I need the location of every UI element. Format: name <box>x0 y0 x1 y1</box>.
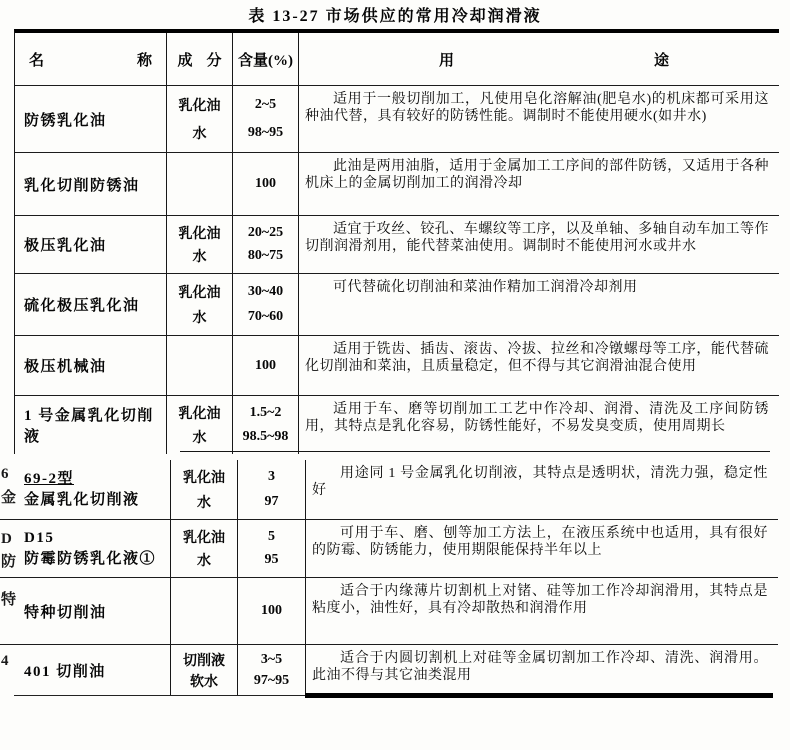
content-line: 97 <box>264 493 279 509</box>
table-row <box>0 578 778 645</box>
row-name: 乳化切削防锈油 <box>24 177 140 194</box>
row-composition <box>170 645 237 696</box>
content-line: 30~40 <box>247 283 284 299</box>
content-line: 3~5 <box>260 652 283 668</box>
content-line: 3 <box>268 469 275 485</box>
row-name: 401 切削油 <box>24 664 106 680</box>
composition-line: 水 <box>197 495 211 511</box>
page-title: 表 13-27 市场供应的常用冷却润滑液 <box>248 8 542 25</box>
composition-line: 乳化油 <box>183 530 225 546</box>
table-row <box>15 86 779 153</box>
name-line: 69-2型 <box>24 471 74 487</box>
usage-text: 适宜于攻丝、铰孔、车螺纹等工序，以及单轴、多轴自动车加工等作切削润滑剂用，能代替菜油使用。调制时不能使用河水或井水 <box>305 222 769 254</box>
composition-line: 切削液 <box>183 654 225 670</box>
row-composition <box>166 274 232 335</box>
table-row <box>15 274 779 336</box>
header-name-left: 名 <box>29 52 45 69</box>
table-row <box>15 336 779 396</box>
content-line: 98~95 <box>247 125 284 140</box>
header-usage <box>298 33 779 85</box>
content-line: 80~75 <box>247 248 284 264</box>
content-line: 100 <box>255 176 276 191</box>
content-line: 70~60 <box>247 309 284 325</box>
composition-line: 乳化油 <box>183 471 225 487</box>
composition-line: 乳化油 <box>178 99 221 114</box>
row-usage <box>298 86 779 152</box>
row-name: 极压乳化油 <box>24 238 107 254</box>
row-usage <box>305 460 778 519</box>
composition-line: 水 <box>192 311 207 327</box>
row-composition <box>166 153 232 215</box>
row-composition <box>166 336 232 395</box>
scan-artifact: 特 <box>1 592 17 608</box>
content-line: 100 <box>255 357 276 373</box>
row-usage <box>298 153 779 215</box>
name-line: 金属乳化切削液 <box>24 492 140 508</box>
table-row <box>0 645 778 696</box>
row-name: 1 号金属乳化切削液 <box>24 408 154 445</box>
usage-text: 可代替硫化切削油和菜油作精加工润滑冷却剂用 <box>333 280 638 295</box>
header-usage-left: 用 <box>439 52 455 69</box>
usage-text: 适用于车、磨等切削加工工艺中作冷却、润滑、清洗及工序间防锈用，其特点是乳化容易，防锈性能好，不易发臭变质，使用周期长 <box>305 402 769 434</box>
row-name: 防锈乳化油 <box>24 112 107 129</box>
usage-text: 适合于内圆切割机上对硅等金属切割加工作冷却、清洗、润滑用。此油不得与其它油类混用 <box>312 651 768 683</box>
lubricant-table-upper <box>14 29 779 454</box>
header-content-percent <box>232 33 298 85</box>
composition-line: 水 <box>197 554 211 570</box>
row-name: 特种切削油 <box>24 604 107 621</box>
row-content <box>232 396 298 454</box>
table-row <box>0 460 778 520</box>
row-content <box>237 645 305 696</box>
usage-text: 适合于内缘薄片切割机上对锗、硅等加工作冷却润滑用，其特点是粘度小，油性好，具有冷却散热和润滑作用 <box>312 584 768 616</box>
row-composition <box>166 86 232 152</box>
table-row <box>15 396 779 454</box>
row-composition <box>166 396 232 454</box>
row-content <box>232 86 298 152</box>
table-row <box>15 153 779 216</box>
row-usage <box>305 645 778 696</box>
scan-artifact: 金 <box>1 490 17 506</box>
content-line: 95 <box>264 552 279 568</box>
content-line: 98.5~98 <box>242 429 289 444</box>
row-usage <box>298 396 779 454</box>
row-composition <box>170 520 237 577</box>
table-header-row <box>15 33 779 86</box>
row-content <box>232 153 298 215</box>
composition-line: 乳化油 <box>178 407 221 422</box>
composition-line: 乳化油 <box>178 226 221 242</box>
composition-line: 软水 <box>190 674 218 690</box>
header-comp-left: 成 <box>177 52 193 69</box>
content-line: 1.5~2 <box>249 405 282 420</box>
usage-text: 此油是两用油脂，适用于金属加工工序间的部件防锈，又适用于各种机床上的金属切削加工的润滑冷却 <box>305 159 769 191</box>
usage-text: 用途同 1 号金属乳化切削液，其特点是透明状，清洗力强，稳定性好 <box>312 466 768 498</box>
composition-line: 水 <box>192 250 207 266</box>
header-name <box>15 33 166 85</box>
usage-text: 适用于铣齿、插齿、滚齿、冷拔、拉丝和冷镦螺母等工序，能代替硫化切削油和菜油，且质量稳定，但不得与其它润滑油混合使用 <box>305 342 769 374</box>
table-bottom-rule-thin <box>14 695 314 696</box>
row-usage <box>298 274 779 335</box>
scan-artifact: 4 <box>1 653 9 669</box>
row-separator-partial <box>180 451 770 452</box>
row-usage <box>305 578 778 644</box>
name-line: D15 <box>24 530 55 546</box>
scan-artifact: D <box>1 531 12 547</box>
composition-line: 水 <box>192 127 207 142</box>
row-content <box>232 336 298 395</box>
row-usage <box>305 520 778 577</box>
row-composition <box>170 578 237 644</box>
header-usage-right: 途 <box>653 52 669 69</box>
row-usage <box>298 216 779 273</box>
content-line: 2~5 <box>254 97 277 112</box>
row-usage <box>298 336 779 395</box>
composition-line: 乳化油 <box>178 285 221 301</box>
content-line: 20~25 <box>247 224 284 240</box>
header-comp-right: 分 <box>206 52 222 69</box>
content-line: 97~95 <box>253 672 290 688</box>
row-content <box>237 520 305 577</box>
header-content-label: 含量(%) <box>238 52 293 69</box>
scan-artifact: 防 <box>1 554 17 570</box>
row-name <box>0 460 170 519</box>
usage-text: 适用于一般切削加工，凡使用皂化溶解油(肥皂水)的机床都可采用这种油代替，具有较好的防锈性能。调制时不能使用硬水(如井水) <box>305 92 769 124</box>
header-composition <box>166 33 232 85</box>
content-line: 100 <box>261 603 282 618</box>
content-line: 5 <box>268 528 275 544</box>
table-row <box>15 216 779 274</box>
composition-line: 水 <box>192 431 207 446</box>
scan-artifact: 6 <box>1 466 9 482</box>
row-name: 极压机械油 <box>24 359 107 375</box>
row-composition <box>170 460 237 519</box>
table-bottom-rule-thick <box>305 693 773 698</box>
usage-text: 可用于车、磨、刨等加工方法上，在液压系统中也适用，具有很好的防霉、防锈能力，使用期限能保持半年以上 <box>312 526 768 558</box>
row-content <box>232 274 298 335</box>
table-row <box>0 520 778 578</box>
row-content <box>237 460 305 519</box>
row-name <box>0 520 170 577</box>
row-content <box>237 578 305 644</box>
header-name-right: 称 <box>136 52 152 69</box>
row-composition <box>166 216 232 273</box>
row-name: 硫化极压乳化油 <box>24 298 140 314</box>
name-line: 防霉防锈乳化液① <box>24 551 157 567</box>
row-content <box>232 216 298 273</box>
lubricant-table-lower <box>0 460 778 696</box>
